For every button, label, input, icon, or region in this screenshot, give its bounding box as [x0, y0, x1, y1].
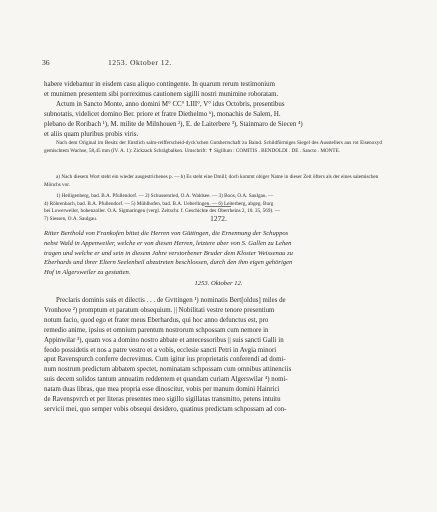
- text-line: Vronhove ²) promptum et paratum obsequium. || Nobilitati vestre tenore presentium: [44, 306, 275, 314]
- footnote-line: 4) Röhrenbach, bad. B.A. Pfullendorf. — 5) Mühlhofen, bad. B.A. Ueberlingen. — 6) Leiterberg, abgeg. Burg: [44, 200, 274, 207]
- regest-line: Hof in Algersweiler zu gestatten.: [44, 269, 131, 277]
- regest-line: nebst Wald in Appenweiler, welche er von diesen Herren, letztere aber von S. Gallen zu Lehen: [44, 239, 292, 247]
- text-line: plebano de Roribach ¹), M. milite de Milnhouen ²), E. de Laiterbere ³), Stainmaro de Siecen ⁴): [44, 120, 303, 128]
- text-line: habere videbamur in eisdem casu aliquo contingente. In quarum rerum testimonium: [44, 81, 275, 88]
- text-line: notum facio, quod ego et frater meus Eberhardus, qui hoc anno defunctus est, pro: [44, 316, 269, 324]
- regest-line: Ritter Berthold von Frankofen bittet die Herren von Güttingen, die Ernennung der Schuppos: [44, 230, 289, 237]
- running-header: [42, 58, 382, 70]
- text-line: remedio anime, ipsius et omnium parentum nostrorum schpossam cum nemore in: [44, 326, 269, 334]
- text-line: et aliis quam pluribus probis viris.: [44, 130, 139, 138]
- text-line: servicii mei, quo semper vobis obsequi desidero, quatinus predictam schpossam ad con-: [44, 405, 287, 413]
- section-divider: [205, 206, 231, 207]
- source-note: [44, 140, 382, 155]
- document-date: 1253. Oktober 12.: [194, 280, 243, 287]
- text-line: feodo possidetis et nos a patre vestro et a vobis, ecclesie sancti Petri in Avgia minori: [44, 346, 277, 354]
- text-line: Preclaris dominis suis et dilectis . . . de Gvttingen ¹) nominatis Bert[oldus] miles de: [56, 297, 286, 304]
- regest-line: tragen und welche er und sein in diesem Jahre verstorbener Bruder dem Kloster Weissenau zu: [44, 249, 293, 257]
- running-title: 1253. Oktober 12.: [108, 58, 172, 67]
- footnote-letter: a) Nach diesem Wort steht ein wieder ausgestrichenes p. — b) Es steht eine Dmill; doch kommt obiger Name in dieser Zeit öfters als der eines salemischen Mönchs vor.: [44, 174, 379, 188]
- text-line: et munimen presentem sibi porreximus cautionem sigilli nostri munimine roboratam.: [44, 90, 279, 98]
- page-number: 36: [42, 58, 50, 67]
- text-line: Appinwilar ³), quam vos a domino nostro abbate et antecessoribus || suis sancti Galli in: [44, 336, 284, 344]
- regest-line: Eberhards und ihrer Eltern Seelenheil abzutreten beschlossen, durch den ihm eigen gehörigen: [44, 259, 293, 267]
- text-line: num nostrum predictum abbatem spectet, nominatam schpossam cum omnibus attinenciis: [44, 366, 292, 374]
- document-text: [44, 296, 382, 415]
- footnote-line: bei Lowerweiler, hohenzoller. O.A. Sigmaringen (vergl. Zeitschr. f. Geschichte des Oberrheins 2, 10. 35, 569). —: [44, 208, 280, 215]
- footnote-line: 7) Siessen, O.A. Saulgau.: [44, 215, 98, 222]
- text-line: Actum in Sancto Monte, anno domini M° CC° LIII°, V° idus Octobris, presentibus: [56, 100, 285, 108]
- previous-document-text: [44, 80, 382, 139]
- text-line: subnotatis, videlicet domino Ber. priore et fratre Diethelmo ᵇ), monachis de Salem, H.: [44, 110, 281, 118]
- regest: [44, 229, 382, 278]
- text-line: aput Ravenspurch conferre decrevimus. Cum igitur ius proprietatis conferendi ad domi-: [44, 356, 286, 364]
- document-number: 1272.: [210, 214, 227, 223]
- text-line: de Ravenspvrch et per literas presentes meo sigillo sigillatas transmitto, petens intuitu: [44, 396, 281, 404]
- text-line: suis decem solidos tantum annuatim reddentem et quandam curiam Algerswilar ⁴) nomi-: [44, 376, 288, 384]
- source-note-text: Nach dem Original im Besitz der fürstlich salm-reifferscheid-dyck'schen Gutsherrschaft zu Baind. Schildförmiges Siegel des Ausstellers aus rot Eisenoxyd gemischtem Wachse, 58,45 mm (IV. A. 1): Zickzack Schrägbalken. Umschrift: ✝ Sigillum : COMITIS . BENDOLDI . DE . Sancto . MONTE.: [44, 140, 382, 154]
- footnote-line: 1) Heiligenberg, bad. B.A. Pfullendorf. — 2) Schussenried, O.A. Waldsee. — 3) Boos, O.A. Saulgau. —: [56, 193, 274, 200]
- text-line: natam duas libras, que mea propria esse dinoscitur, vobis per manum domini Hainrici: [44, 386, 280, 394]
